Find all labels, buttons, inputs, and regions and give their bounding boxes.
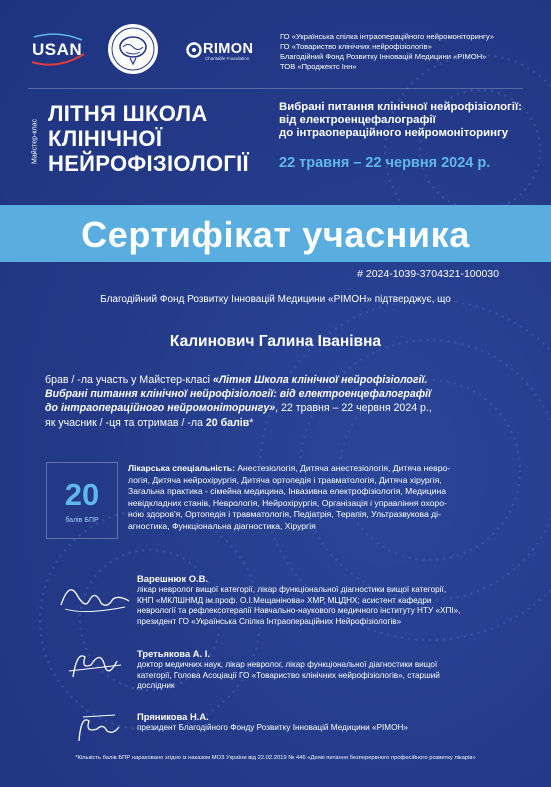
- topic-title: [279, 101, 539, 141]
- points-label: балів БПР: [65, 517, 99, 524]
- participation-line-3: до інтраопераційного нейромоніторингу», 22 травня – 22 червня 2024 р.,: [45, 402, 432, 415]
- topic-line: до інтраопераційного нейромоніторингу: [279, 127, 509, 140]
- master-class-label: Майстер-клас: [31, 118, 39, 165]
- participation-line-2: Вибрані питання клінічної нейрофізіології: від електроенцефалографії: [45, 388, 432, 401]
- organizer-line: ГО «Товариство клінічних нейрофізіологів»: [280, 42, 432, 51]
- specialties-text: [128, 463, 516, 533]
- specialties-line: ною здоров'я, Ортопедія і травматологія, Педіатрія, Терапія, Ультразвукова ді-: [128, 509, 441, 520]
- school-title-line: ЛІТНЯ ШКОЛА: [48, 101, 208, 126]
- participation-line-4: як учасник / -ця та отримав / -ла 20 балів*: [45, 416, 254, 429]
- points-badge: [46, 462, 118, 539]
- school-title: [48, 101, 268, 176]
- participation-text: [45, 373, 513, 430]
- rimon-circle-icon: [186, 42, 202, 58]
- points-value: 20: [64, 477, 100, 512]
- specialties-line: Лікарська спеціальність: Анестезіологія, Дитяча анестезіологія, Дитяча невро-: [128, 463, 451, 473]
- signer-name: Пряникова Н.А.: [137, 711, 209, 722]
- specialties-line: агностика, Функціональна діагностика, Хірургія: [128, 520, 316, 531]
- signer-title-line: КНП «МКЛШНМД ім.проф. О.І.Мещанінова» ХМР, МЦДНХ; асистент кафедри: [137, 595, 432, 605]
- confirmation-text: Благодійний Фонд Розвитку Інновацій Медицини «РІМОН» підтверджує, що: [100, 294, 451, 305]
- master-class-vertical-label: [30, 100, 40, 186]
- signer-title-line: дослідник: [137, 681, 175, 691]
- organizers-list: [280, 32, 542, 72]
- usan-logo-text: USAN: [32, 40, 83, 59]
- signature-1-icon: [55, 575, 135, 620]
- signer-1: [137, 573, 517, 627]
- organizer-line: Благодійний Фонд Розвитку Інновацій Медицини «РІМОН»: [280, 52, 487, 61]
- signer-title-line: неврології та рефлексотерапії Навчально-наукового медичного інституту НТУ «ХПІ»,: [137, 606, 461, 616]
- specialties-line: невідкладних станів, Неврологія, Нейрохірургія, Організація і управління охоро-: [128, 497, 447, 508]
- signer-2: [137, 648, 517, 692]
- society-seal-logo: [106, 22, 160, 76]
- footnote: *Кількість балів БПР нараховано згідно із наказом МОЗ України від 22.02.2019 № 446 «Деякі питання безперервного професійного розвитку лікарів»: [75, 755, 476, 761]
- signer-title-line: лікар невролог вищої категорії, лікар функціональної діагностики вищої категорії,: [137, 585, 447, 594]
- signer-name: Варешнюк О.В.: [137, 573, 208, 584]
- organizer-line: ТОВ «Проджектс Інн»: [280, 62, 357, 71]
- rimon-logo-text: RIMON: [203, 41, 254, 57]
- specialties-line: логія, Дитяча нейрохірургія, Дитяча ортопедія і травматологія, Дитяча хірургія,: [128, 474, 442, 485]
- usan-logo: [28, 32, 88, 68]
- signer-name: Третьякова А. І.: [137, 648, 210, 659]
- participation-line-1: брав / -ла участь у Майстер-класі «Літня Школа клінічної нейрофізіології.: [45, 374, 428, 386]
- topic-line: Вибрані питання клінічної нейрофізіології:: [279, 101, 522, 113]
- signer-title-line: президент ГО «Українська Спілка Інтраопераційних Нейрофізіологів»: [137, 616, 402, 626]
- signer-title-line: президент Благодійного Фонду Розвитку Інновацій Медицини «РІМОН»: [137, 723, 408, 732]
- signature-3-icon: [55, 705, 135, 750]
- header-divider: [28, 88, 523, 89]
- certificate-number: # 2024-1039-3704321-100030: [357, 268, 499, 280]
- signature-2-icon: [55, 643, 135, 688]
- rimon-logo-subtitle: Charitable Foundation: [205, 56, 250, 61]
- certificate-title: Сертифікат учасника: [81, 214, 470, 255]
- logos-row: [28, 22, 268, 82]
- event-dates: 22 травня – 22 червня 2024 р.: [279, 155, 491, 171]
- topic-line: від електроенцефалографії: [279, 114, 436, 127]
- organizer-line: ГО «Українська спілка інтраопераційного нейромоніторингу»: [280, 32, 494, 41]
- rimon-logo: [186, 40, 266, 64]
- participant-name: Калинович Галина Іванівна: [169, 333, 382, 350]
- school-title-line: НЕЙРОФІЗІОЛОГІЇ: [48, 151, 249, 176]
- specialties-label: Лікарська спеціальність:: [128, 463, 235, 473]
- signer-title-line: доктор медичних наук, лікар невролог, лікар функціональної діагностики вищої: [137, 660, 438, 669]
- specialties-line: Загальна практика - сімейна медицина, Інвазивна електрофізіологія, Медицина: [128, 486, 447, 497]
- certificate-title-band: [0, 205, 551, 262]
- signer-3: [137, 711, 517, 734]
- school-title-line: КЛІНІЧНОЇ: [48, 126, 163, 151]
- signer-title-line: категорії, Голова Асоціації ГО «Товариство клінічних нейрофізіологів», старший: [137, 670, 440, 680]
- brain-seal-icon: [106, 22, 160, 76]
